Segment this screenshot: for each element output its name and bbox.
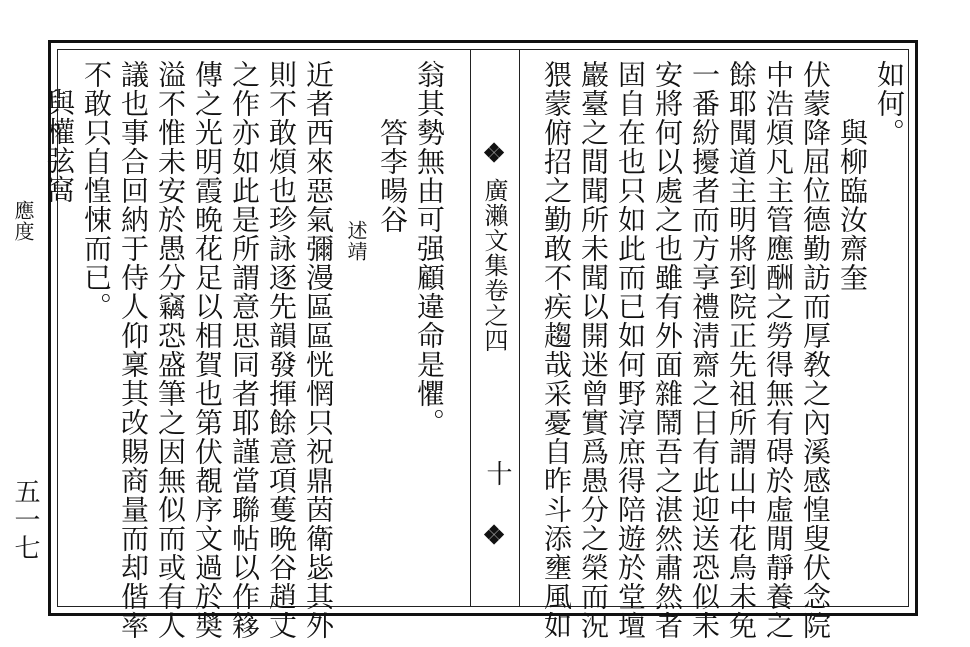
text-column: 安將何以處之也雖有外面雜鬧吾之湛然肅然者 xyxy=(651,60,684,640)
text-column: 議也事合回納于侍人仰稟其改賜商量而却偕率 xyxy=(117,60,150,640)
text-column: 一番紛擾者而方享禮淸齋之日有此迎送恐似未 xyxy=(688,60,721,640)
text-column: 如何。 xyxy=(873,60,906,147)
author-note: 述靖 xyxy=(344,220,368,262)
text-column: 之作亦如此是所謂意思同者耶謹當聯帖以作簃 xyxy=(228,60,261,640)
text-column: 翁其勢無由可强顧違命是懼。 xyxy=(413,60,446,437)
text-column: 溢不惟未安於愚分竊恐盛筆之因無似而或有人 xyxy=(154,60,187,640)
page-number: 五一七 xyxy=(10,478,40,562)
text-column: 則不敢煩也珍詠逐先韻發揮餘意項蒦晩谷趙丈 xyxy=(265,60,298,640)
fishtail-top-mark: ❖ xyxy=(482,139,506,169)
text-column: 不敢只自惶悚而已。 xyxy=(80,60,113,321)
center-fold xyxy=(470,50,520,606)
letter-heading: 與權弦窩 xyxy=(43,88,76,204)
letter-heading: 與柳臨汝齋奎 xyxy=(836,118,869,292)
text-column: 傳之光明霞晩花足以相賀也第伏覩序文過於奬 xyxy=(191,60,224,640)
author-note: 應度 xyxy=(11,200,35,242)
text-column: 伏蒙降屈位德勤訪而厚敎之內溪感惶叟伏念院 xyxy=(799,60,832,640)
text-column: 猥蒙俯招之勤敢不疾趨哉采憂自昨斗添壅風如 xyxy=(540,60,573,640)
right-half-page xyxy=(496,50,908,640)
text-column: 固自在也只如此而已如何野淳庶得陪遊於堂壇 xyxy=(614,60,647,640)
letter-heading: 答李暘谷 xyxy=(376,118,409,234)
leaf-number: 十 xyxy=(482,460,512,486)
text-column: 餘耶聞道主明將到院正先祖所謂山中花鳥未免 xyxy=(725,60,758,640)
book-title: 廣瀨文集卷之四 xyxy=(480,178,508,353)
text-column: 中浩煩凡主管應酬之勞得無有碍於虛閒靜養之 xyxy=(762,60,795,640)
text-column: 近者西來惡氣彌漫區區恍惘只祝鼎茵衛毖其外 xyxy=(302,60,335,640)
text-column: 巖臺之間聞所未聞以開迷曾實爲愚分之榮而況 xyxy=(577,60,610,640)
fishtail-bottom-mark: ❖ xyxy=(482,521,506,551)
